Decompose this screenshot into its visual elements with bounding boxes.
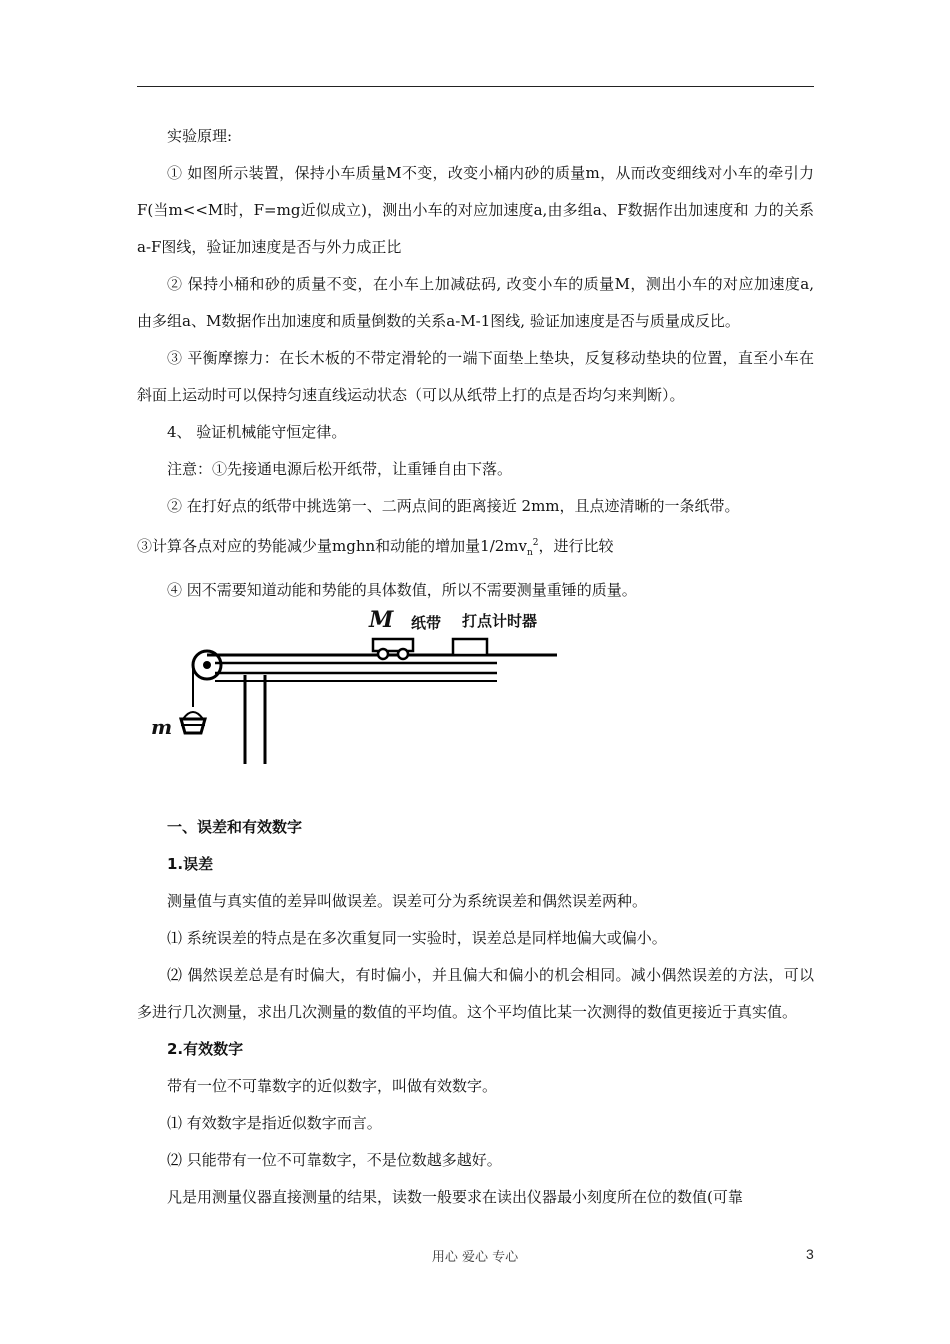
footer-text: 用心 爱心 专心 [431,1250,519,1265]
subsection-significant-figures: 2.有效数字 [167,1040,244,1058]
paragraph-principle-1: ① 如图所示装置，保持小车质量M不变，改变小桶内砂的质量m，从而改变细线对小车的牵引力F(当m<<M时，F=mg近似成立)，测出小车的对应加速度a,由多组a、F数据作出加速度和 力的关系a-F图线，验证加速度是否与外力成正比 [137,164,814,256]
paragraph-error-2: ⑴ 系统误差的特点是在多次重复同一实验时，误差总是同样地偏大或偏小。 [167,929,667,947]
header-rule [137,86,814,87]
paragraph-error-1: 测量值与真实值的差异叫做误差。误差可分为系统误差和偶然误差两种。 [167,892,648,910]
label-tape: 纸带 [411,614,442,632]
paragraph-principle-2: ② 保持小桶和砂的质量不变，在小车上加减砝码, 改变小车的质量M，测出小车的对应加速度a, 由多组a、M数据作出加速度和质量倒数的关系a-M-1图线, 验证加速度是否与质量成反比。 [137,275,814,330]
section-title: 一、误差和有效数字 [167,818,303,836]
paragraph-item-4: 4、 验证机械能守恒定律。 [167,423,347,441]
paragraph-sig-2: ⑴ 有效数字是指近似数字而言。 [167,1114,382,1132]
apparatus-diagram [137,609,814,809]
label-timer: 打点计时器 [462,612,538,630]
note-3-superscript: 2 [532,538,539,548]
paragraph-sig-3: ⑵ 只能带有一位不可靠数字，不是位数越多越好。 [167,1151,502,1169]
paragraph-note-4: ④ 因不需要知道动能和势能的具体数值，所以不需要测量重锤的质量。 [167,581,637,599]
label-m: m [151,715,173,739]
subsection-error: 1.误差 [167,855,214,873]
note-3-subscript: n [527,548,533,558]
note-3-text-a: ③计算各点对应的势能减少量mghn和动能的增加量1/2mv [137,537,527,555]
paragraph-sig-1: 带有一位不可靠数字的近似数字，叫做有效数字。 [167,1077,498,1095]
paragraph-principle-3: ③ 平衡摩擦力：在长木板的不带定滑轮的一端下面垫上垫块，反复移动垫块的位置，直至小车在斜面上运动时可以保持匀速直线运动状态（可以从纸带上打的点是否均匀来判断）。 [137,349,814,404]
apparatus-figure [137,609,814,809]
paragraph-sig-4: 凡是用测量仪器直接测量的结果，读数一般要求在读出仪器最小刻度所在位的数值(可靠 [167,1188,743,1206]
paragraph-error-3: ⑵ 偶然误差总是有时偏大，有时偏小，并且偏大和偏小的机会相同。减小偶然误差的方法，可以多进行几次测量，求出几次测量的数值的平均值。这个平均值比某一次测得的数值更接近于真实值。 [137,966,814,1021]
paragraph-note-2: ② 在打好点的纸带中挑选第一、二两点间的距离接近 2mm，且点迹清晰的一条纸带。 [167,497,740,515]
paragraph-note-3 [137,525,814,572]
page-body [137,118,814,1216]
note-3-text-b: ，进行比较 [538,537,614,555]
principle-title: 实验原理: [167,127,233,145]
page-number: 3 [806,1246,814,1262]
label-M: M [369,607,394,633]
paragraph-note-1: 注意：①先接通电源后松开纸带，让重锤自由下落。 [167,460,513,478]
